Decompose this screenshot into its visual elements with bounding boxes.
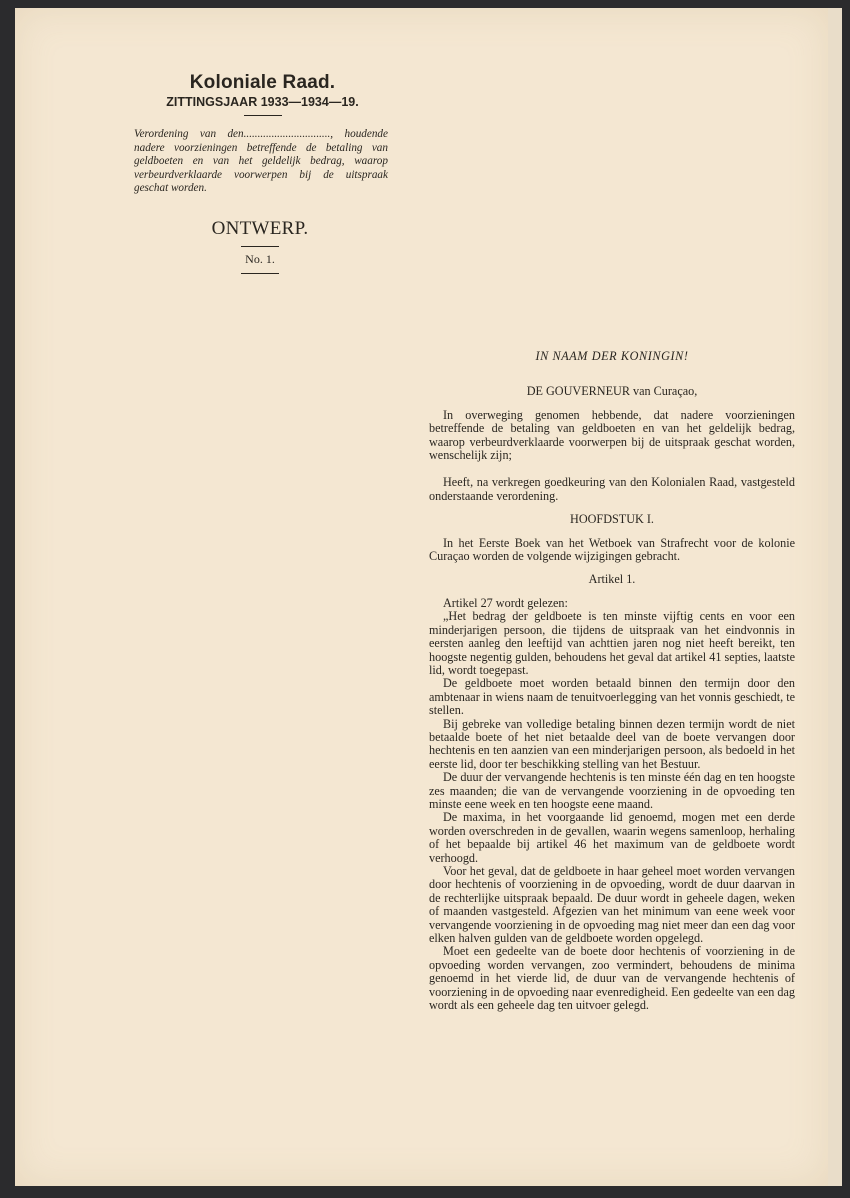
page-edge bbox=[828, 8, 842, 1186]
ordinance-description: Verordening van den..............................., houdende nadere voorzieningen betreffende de betaling van geldboeten en van het geldelijk bedrag, waarop verbeurdverklaarde voorwerpen bij de uitspraak geschat worden. bbox=[134, 128, 388, 194]
draft-block bbox=[190, 218, 330, 279]
divider bbox=[241, 246, 279, 247]
article-paragraph: De geldboete moet worden betaald binnen den termijn door den ambtenaar in wiens naam de tenuitvoerlegging van het vonnis geschiedt, te stellen. bbox=[429, 676, 795, 718]
consideration-paragraph: In overweging genomen hebbende, dat nadere voorzieningen betreffende de betaling van geldboeten en van het geldelijk bedrag, waarop verbeurdverklaarde voorwerpen bij de uitspraak geschat worden, wenschelijk zijn; bbox=[429, 407, 795, 463]
governor-line: DE GOUVERNEUR van Curaçao, bbox=[526, 384, 698, 399]
article-paragraph: Moet een gedeelte van de boete door hechtenis of voorziening in de opvoeding worden vervangen, zoo vermindert, behoudens de minima genoemd in het vierde lid, de duur van de vervangende hechtenis of voorziening in de opvoeding naar evenredigheid. Een gedeelte van een dag wordt als een geheele dag ten uitvoer gelegd. bbox=[429, 944, 795, 1013]
divider bbox=[244, 115, 282, 116]
article-paragraph: De maxima, in het voorgaande lid genoemd, mogen met een derde worden overschreden in de gevallen, waarin wegens samenloop, herhaling of het bepaalde bij artikel 46 het maximum van de geldboete wordt verhoogd. bbox=[429, 810, 795, 865]
divider bbox=[241, 273, 279, 274]
council-title: Koloniale Raad. bbox=[189, 72, 336, 93]
article-paragraph: De duur der vervangende hechtenis is ten minste één dag en ten hoogste zes maanden; die van de vervangende voorziening in de opvoeding ten minste eene week en ten hoogste eene maand. bbox=[429, 770, 795, 811]
article-paragraph: Voor het geval, dat de geldboete in haar geheel moet worden vervangen door hechtenis of voorziening in de opvoeding, wordt de duur daarvan in de rechterlijke uitspraak bepaald. De duur wordt in geheele dagen, weken of maanden vastgesteld. Afgezien van het minimum van eene week voor vervangende voorziening in de opvoeding mag niet meer dan een dag voor elken halven gulden van de geldboete worden opgelegd. bbox=[429, 864, 795, 946]
article-paragraph: „Het bedrag der geldboete is ten minste vijftig cents en voor een minderjarigen persoon, die tijdens de uitspraak van het eindvonnis in eersten aanleg den leeftijd van achttien jaren nog niet heeft bereikt, ten hoogste negentig gulden, behoudens het geval dat artikel 41 septies, laatste lid, wordt toegepast. bbox=[429, 609, 795, 677]
article-intro: Artikel 27 wordt gelezen: bbox=[443, 595, 568, 610]
article-paragraph: Bij gebreke van volledige betaling binnen dezen termijn wordt de niet betaalde boete of het niet betaalde deel van de boete vervangen door hechtenis en ten aanzien van een minderjarigen persoon, als bedoeld in het eerste lid, door ter beschikking stelling van het Bestuur. bbox=[429, 716, 795, 771]
article-heading: Artikel 1. bbox=[588, 572, 636, 587]
header-block bbox=[130, 72, 395, 121]
draft-title: ONTWERP. bbox=[211, 218, 309, 239]
draft-number: No. 1. bbox=[245, 252, 275, 266]
chapter-intro: In het Eerste Boek van het Wetboek van Strafrecht voor de kolonie Curaçao worden de volgende wijzigingen gebracht. bbox=[429, 535, 795, 564]
enactment-paragraph: Heeft, na verkregen goedkeuring van den Kolonialen Raad, vastgesteld onderstaande verordening. bbox=[429, 475, 795, 503]
ordinance-text bbox=[429, 350, 795, 1012]
session-year: ZITTINGSJAAR 1933—1934—19. bbox=[166, 95, 359, 109]
chapter-heading: HOOFDSTUK I. bbox=[570, 512, 654, 527]
preamble-heading: IN NAAM DER KONINGIN! bbox=[535, 349, 689, 363]
